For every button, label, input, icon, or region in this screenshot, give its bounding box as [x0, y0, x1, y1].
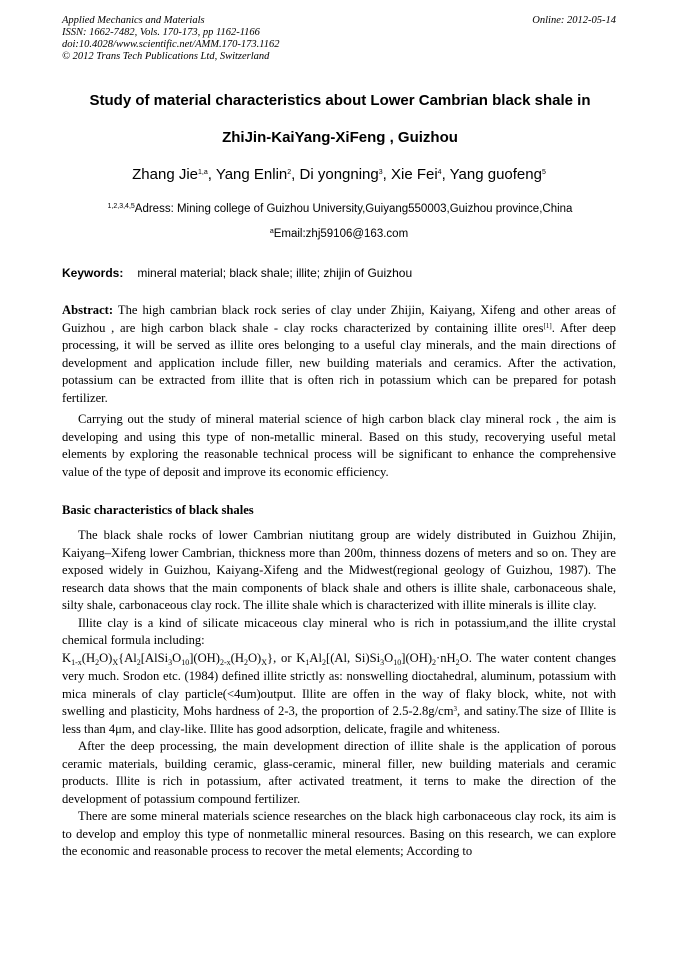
online-date: Online: 2012-05-14: [532, 15, 616, 26]
author-list: [0, 165, 678, 185]
abstract-label: Abstract:: [62, 303, 114, 317]
journal-name: Applied Mechanics and Materials: [62, 15, 205, 26]
section-paragraph-2-formula: $K_{1-x}(H_2O)_X\{Al_2[AlSi_3O_{10}](OH)_{2-x}(H_2O)_X\}$, or $K_1Al_2[(Al$, $Si)Si_3O_{10}](OH)_2\cdot nH_2O$. The water content changes very much. Srodon etc. (1984) defined illite strictly as: nonswelling dioctahedral, aluminum, potassium with mica minerals of clay particle(<4um)output. Illite are offen in the way of flaky block, white, not with swelling and plasticity, Mohs hardness of 2-3, the proportion of $2.5-2.8g/cm^3$, and satiny.The size of Illite is less than 4μm, and clay-like. Illite has good adsorption, delicate, fragile and whiteness.: [62, 650, 617, 736]
author: Yang Enlin$^2$,: [215, 166, 300, 183]
doi-line: doi:10.4028/www.scientific.net/AMM.170-173.1162: [62, 39, 280, 50]
author: Zhang Jie$^{1,a}$,: [132, 166, 216, 183]
affiliation: $^{1,2,3,4,5}$Adress: Mining college of Guizhou University,Guiyang550003,Guizhou province,China: [107, 203, 573, 215]
paper-title-line-2: ZhiJin-KaiYang-XiFeng , Guizhou: [222, 129, 458, 146]
copyright-line: © 2012 Trans Tech Publications Ltd, Switzerland: [62, 51, 270, 62]
author-email[interactable]: $^a$Email:zhj59106@163.com: [269, 228, 409, 240]
section-paragraph-1: The black shale rocks of lower Cambrian niutitang group are widely distributed in Guizhou Zhijin, Kaiyang–Xifeng lower Cambrian, thickness more than 200m, thinness dozens of meters and so on. They are exposed widely in Guizhou, Kaiyang-Xifeng and the Midwest(regional geology of Guizhou, 1987). The research data shows that the main components of black shale and others is illite shale, carbonaceous shale, silty shale, carbonaceous clay rock. The illite shale which is characterized with illite minerals is illite clay.: [62, 528, 616, 612]
author: Xie Fei$^4$,: [390, 166, 450, 183]
section-paragraph-2: Illite clay is a kind of silicate micaceous clay mineral who is rich in potassium,and the illite crystal chemical formula including:: [62, 615, 616, 647]
chemical-formula: $K_{1-x}(H_2O)_X\{Al_2[AlSi_3O_{10}](OH)_{2-x}(H_2O)_X\}$, or $K_1Al_2[(Al$, $Si)Si_3O_{10}](OH)_2\cdot nH_2O$.: [62, 650, 472, 667]
keywords-text: mineral material; black shale; illite; zhijin of Guizhou: [137, 266, 413, 280]
abstract-paragraph-1: Abstract: The high cambrian black rock series of clay under Zhijin, Kaiyang, Xifeng and other areas of Guizhou , are high carbon black shale - clay rocks characterized by containing illite ores[1]. After deep processing, it will be served as illite ores belonging to a useful clay minerals, and the main directions of development and application include filler, new building materials and ceramics. After the activation, potassium can be extracted from illite that is often rich in potassium which can be prepared for potash fertilizer.: [62, 303, 616, 405]
abstract-paragraph-2: Carrying out the study of mineral material science of high carbon black clay mineral rock , the aim is developing and using this type of non-metallic mineral. Based on this study, recoverying useful metal elements by exploring the reasonable technical process will be significant to enhance the comprehensive value of the type of deposit and improve its economic efficiency.: [62, 412, 616, 479]
paper-title-line-1: Study of material characteristics about Lower Cambrian black shale in: [89, 92, 591, 109]
keywords-label: Keywords:: [62, 266, 124, 280]
keywords: [62, 266, 412, 280]
journal-header: [62, 15, 279, 63]
section-heading: Basic characteristics of black shales: [62, 503, 254, 517]
issn-line: ISSN: 1662-7482, Vols. 170-173, pp 1162-1166: [62, 27, 260, 38]
section-body: [62, 527, 616, 861]
author: Yang guofeng$^5$: [449, 166, 546, 183]
section-paragraph-3: After the deep processing, the main development direction of illite shale is the application of porous ceramic materials, building ceramic, glass-ceramic, mineral filler, new building materials and ceramic products. Illite is rich in potassium, after activated treatment, it terns to make the direction of the development of potassium compound fertilizer.: [62, 739, 616, 806]
author: Di yongning$^3$,: [299, 166, 391, 183]
citation-ref: [1]: [543, 321, 552, 330]
section-paragraph-4: There are some mineral materials science researches on the black high carbonaceous clay rock, its aim is to develop and employ this type of nonmetallic mineral resources. Basing on this research, we can explore the economic and reasonable process to recover the metal elements; According to: [62, 809, 616, 858]
